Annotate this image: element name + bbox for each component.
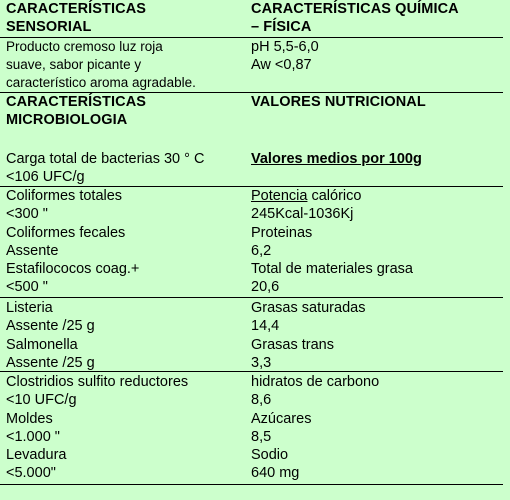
nutri-item: 8,6 (251, 392, 272, 409)
nutri-item: 20,6 (251, 279, 280, 296)
row-2-left (6, 299, 246, 372)
microbio-item: Listeria (6, 300, 53, 316)
microbio-item: <5.000" (6, 465, 56, 482)
row-3-left (6, 373, 246, 483)
sensorial-line-3: característico aroma agradable. (6, 75, 196, 90)
sensorial-description (6, 38, 246, 92)
quimica-ph: pH 5,5-6,0 (251, 39, 319, 55)
microbio-item: <10 UFC/g (6, 392, 77, 409)
row-3-right (251, 373, 506, 483)
microbio-item: Assente /25 g (6, 354, 95, 371)
microbio-item: Moldes (6, 410, 53, 427)
microbiologia-header-line-2: MICROBIOLOGIA (6, 112, 128, 128)
nutri-item: Grasas saturadas (251, 300, 366, 316)
nutri-item: 640 mg (251, 465, 300, 482)
nutri-item: 6,2 (251, 242, 272, 259)
carga-total (6, 150, 246, 187)
nutri-item: Proteinas (251, 224, 313, 241)
microbio-item: <300 " (6, 206, 48, 223)
microbio-item: Levadura (6, 447, 67, 464)
nutricional-subheader (251, 150, 506, 168)
carga-line-1: Carga total de bacterias 30 ° C (6, 151, 205, 167)
calorico-label: calórico (307, 188, 362, 204)
nutricional-header-text: VALORES NUTRICIONAL (251, 94, 426, 110)
sensorial-line-1: Producto cremoso luz roja (6, 39, 163, 54)
sensorial-header-line-2: SENSORIAL (6, 19, 92, 35)
microbio-item: Coliformes totales (6, 188, 123, 204)
nutri-item: 245Kcal-1036Kj (251, 206, 354, 223)
quimica-values (251, 38, 506, 75)
nutri-item: 8,5 (251, 428, 272, 445)
microbiologia-header (6, 93, 246, 129)
microbio-item: <1.000 " (6, 428, 60, 445)
sensorial-header (6, 0, 246, 36)
sensorial-header-line-1: CARACTERÍSTICAS (6, 1, 147, 17)
quimica-header-line-2: – FÍSICA (251, 19, 312, 35)
nutri-item: Sodio (251, 447, 289, 464)
carga-line-2: <106 UFC/g (6, 169, 85, 186)
quimica-header-line-1: CARACTERÍSTICAS QUÍMICA (251, 1, 459, 17)
microbio-item: Assente (6, 242, 59, 259)
quimica-aw: Aw <0,87 (251, 57, 312, 74)
row-1-left (6, 187, 246, 297)
microbiologia-header-line-1: CARACTERÍSTICAS (6, 94, 147, 110)
microbio-item: Salmonella (6, 336, 78, 353)
nutricional-subheader-text: Valores medios por 100g (251, 151, 422, 167)
quimica-header (251, 0, 506, 36)
microbio-item: Coliformes fecales (6, 224, 126, 241)
nutri-item: Azúcares (251, 410, 312, 427)
microbio-item: Estafilococos coag.+ (6, 261, 140, 278)
nutri-item: Grasas trans (251, 336, 334, 353)
row-2-right (251, 299, 506, 372)
nutri-item: 3,3 (251, 354, 272, 371)
potencia-label: Potencia (251, 188, 308, 204)
row-1-right (251, 187, 506, 297)
nutri-item: hidratos de carbono (251, 374, 380, 390)
microbio-item: <500 " (6, 279, 48, 296)
nutri-item: Total de materiales grasa (251, 261, 413, 278)
divider (0, 484, 503, 485)
microbio-item: Assente /25 g (6, 318, 95, 335)
nutri-item: 14,4 (251, 318, 280, 335)
sensorial-line-2: suave, sabor picante y (6, 57, 142, 72)
divider (0, 371, 503, 372)
microbio-item: Clostridios sulfito reductores (6, 374, 189, 390)
nutricional-header (251, 93, 506, 111)
divider (0, 297, 503, 298)
potencia-calorico (251, 187, 506, 205)
